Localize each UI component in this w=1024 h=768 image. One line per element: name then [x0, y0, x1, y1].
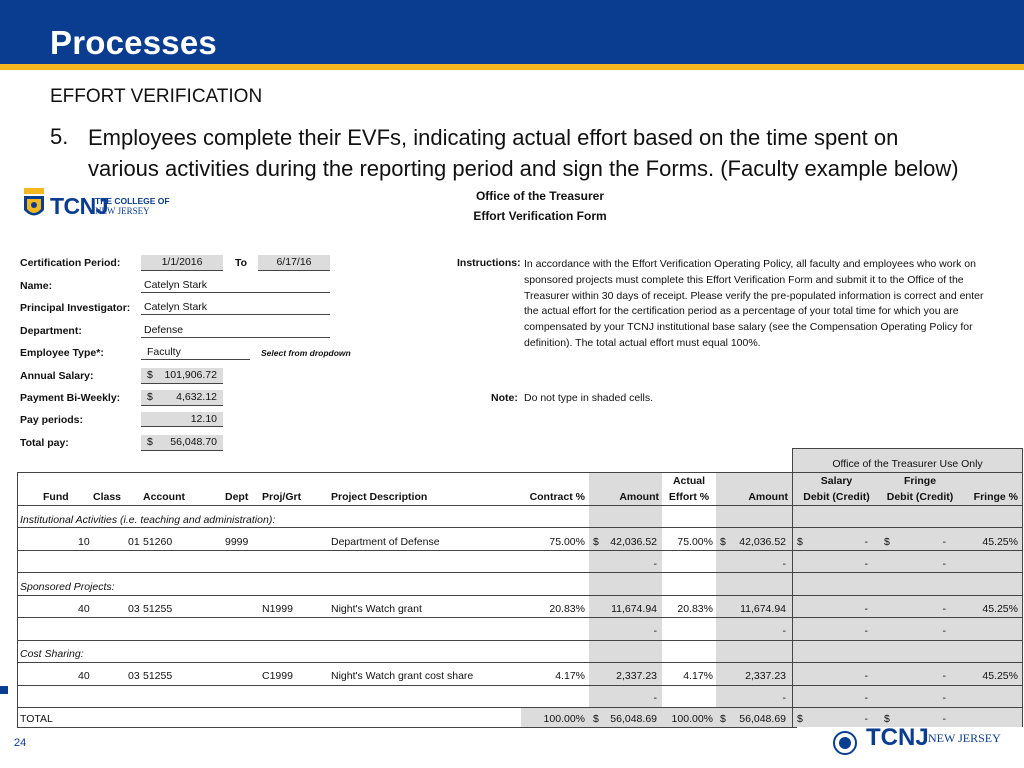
cell-fund[interactable]: 10: [78, 536, 90, 548]
cell-fringe-pct: 45.25%: [982, 603, 1018, 615]
bullet-text: Employees complete their EVFs, indicating actual effort based on the time spent on various activities during the reporting period and sign the Forms. (Faculty example below): [88, 125, 959, 181]
grid-line: [17, 527, 1022, 528]
cell-fringe: -: [942, 603, 946, 615]
cell-amount2: -: [782, 558, 786, 570]
pi-field[interactable]: Catelyn Stark: [141, 300, 330, 315]
cell-fringe-pct: 45.25%: [982, 670, 1018, 682]
total-label: TOTAL: [20, 713, 53, 725]
cell-salary: -: [864, 558, 868, 570]
cell-description[interactable]: Night's Watch grant cost share: [331, 670, 474, 682]
grid-line: [792, 448, 793, 727]
col-fringe-top: Fringe: [903, 475, 937, 487]
col-fringe-debit: Debit (Credit): [886, 491, 954, 503]
cell-salary: -: [864, 536, 868, 548]
footer-seal-icon: [830, 730, 860, 756]
note-text: Do not type in shaded cells.: [524, 392, 653, 404]
total-salary-currency: $: [797, 713, 803, 725]
department-label: Department:: [20, 325, 82, 337]
instructions-line: In accordance with the Effort Verification Operating Policy, all faculty and employees who work on: [524, 258, 976, 270]
col-actual-top: Actual: [672, 475, 706, 487]
total-contract: 100.00%: [543, 713, 585, 725]
cell-fringe-currency: $: [884, 536, 890, 548]
cell-fringe: -: [942, 670, 946, 682]
instructions-line: definition). The total actual effort must equal 100%.: [524, 336, 761, 349]
footer-logo-wordmark: TCNJ: [866, 728, 929, 748]
cell-description[interactable]: Department of Defense: [331, 536, 440, 548]
pay-periods-field: 12.10: [141, 412, 223, 427]
cell-amount: -: [653, 625, 657, 637]
grid-line: [17, 595, 1022, 596]
col-fund: Fund: [43, 491, 69, 503]
treasurer-use-header: Office of the Treasurer Use Only: [832, 458, 983, 470]
cell-salary: -: [864, 692, 868, 704]
cell-salary: -: [864, 670, 868, 682]
col-class: Class: [93, 491, 122, 503]
cell-fringe: -: [942, 536, 946, 548]
cell-fringe-pct: 45.25%: [982, 536, 1018, 548]
cell-amount-currency: $: [593, 536, 599, 548]
cell-dept[interactable]: 9999: [225, 536, 249, 548]
total-pay-field: [141, 435, 223, 451]
cell-account[interactable]: 51255: [143, 670, 173, 682]
cell-actual-effort[interactable]: 75.00%: [677, 536, 713, 548]
col-account: Account: [143, 491, 185, 503]
cell-account[interactable]: 51255: [143, 603, 173, 615]
grid-line: [17, 505, 1022, 506]
grid-line: [17, 727, 797, 728]
cert-to-field[interactable]: 6/17/16: [258, 255, 330, 271]
to-label: To: [235, 257, 248, 269]
cell-class[interactable]: 03: [128, 670, 140, 682]
cell-description[interactable]: Night's Watch grant: [331, 603, 422, 615]
payment-biweekly-label: Payment Bi-Weekly:: [20, 392, 121, 404]
total-actual-effort: 100.00%: [671, 713, 713, 725]
instructions-label: Instructions:: [457, 257, 521, 269]
instructions-line: compensated by your TCNJ institutional base salary (see the Compensation Operating Policy for: [524, 321, 973, 334]
name-label: Name:: [20, 280, 53, 292]
cell-amount2: 42,036.52: [739, 536, 786, 548]
grid-line: [17, 472, 18, 727]
cell-amount: -: [653, 558, 657, 570]
form-logo-wordmark: TCNJ: [50, 193, 109, 219]
shaded-column-amount2: [716, 472, 792, 727]
page-number: 24: [14, 737, 27, 749]
grid-line: [17, 662, 1022, 663]
total-amount2: 56,048.69: [739, 713, 786, 725]
cell-actual-effort[interactable]: 4.17%: [683, 670, 713, 682]
dropdown-hint: Select from dropdown: [261, 348, 351, 358]
employee-type-select[interactable]: Faculty: [141, 345, 250, 360]
cell-salary: -: [864, 603, 868, 615]
cell-proj[interactable]: C1999: [262, 670, 293, 682]
grid-line: [17, 640, 1022, 641]
grid-line: [17, 685, 1022, 686]
annual-salary-currency: $: [147, 369, 153, 381]
grid-line: [1022, 448, 1023, 727]
cell-fringe: -: [942, 625, 946, 637]
annual-salary-value: 101,906.72: [164, 369, 217, 381]
total-fringe-currency: $: [884, 713, 890, 725]
cell-salary: -: [864, 625, 868, 637]
pay-periods-label: Pay periods:: [20, 414, 84, 426]
annual-salary-label: Annual Salary:: [20, 370, 94, 382]
total-pay-currency: $: [147, 436, 153, 448]
slide-title: Processes: [50, 24, 217, 61]
total-pay-value: 56,048.70: [170, 436, 217, 448]
form-logo-line1: THE COLLEGE OF: [95, 196, 170, 206]
department-field[interactable]: Defense: [141, 323, 330, 338]
total-salary: -: [864, 713, 868, 725]
col-salary-debit: Debit (Credit): [803, 491, 870, 503]
payment-biweekly-value: 4,632.12: [176, 391, 217, 403]
note-label: Note:: [491, 392, 518, 404]
cell-amount2: 2,337.23: [745, 670, 786, 682]
grid-line: [17, 617, 1022, 618]
cell-amount2: 11,674.94: [740, 603, 786, 615]
cell-amount2: -: [782, 625, 786, 637]
cell-fund[interactable]: 40: [78, 670, 90, 682]
cell-salary-currency: $: [797, 536, 803, 548]
payment-biweekly-currency: $: [147, 391, 153, 403]
section-label-institutional: Institutional Activities (i.e. teaching and administration):: [20, 514, 276, 526]
cell-amount: -: [653, 692, 657, 704]
grid-line: [17, 572, 1022, 573]
slide-edge-marker: [0, 686, 8, 694]
col-fringe-pct: Fringe %: [973, 491, 1018, 503]
form-header-title: Effort Verification Form: [473, 209, 607, 223]
slide-subtitle: EFFORT VERIFICATION: [50, 86, 263, 107]
total-fringe: -: [942, 713, 946, 725]
cell-amount2: -: [782, 692, 786, 704]
footer-logo-text: NEW JERSEY: [928, 731, 1001, 745]
payment-biweekly-field: [141, 390, 223, 406]
grid-line: [17, 550, 1022, 551]
section-label-cost-sharing: Cost Sharing:: [20, 648, 84, 660]
col-proj-grt: Proj/Grt: [262, 491, 302, 503]
grid-line: [17, 472, 1022, 473]
grid-line: [17, 707, 1022, 708]
annual-salary-field: [141, 368, 223, 384]
cell-account[interactable]: 51260: [143, 536, 173, 548]
shaded-column-amount: [589, 472, 662, 727]
cell-fund[interactable]: 40: [78, 603, 90, 615]
total-amount-currency: $: [593, 713, 599, 725]
cell-class[interactable]: 01: [128, 536, 140, 548]
cell-amount: 2,337.23: [616, 670, 657, 682]
cell-amount: 42,036.52: [610, 536, 657, 548]
col-contract-pct: Contract %: [529, 491, 585, 503]
cell-fringe: -: [942, 692, 946, 704]
grid-line: [793, 448, 1022, 449]
cell-contract: 4.17%: [555, 670, 585, 682]
total-amount2-currency: $: [720, 713, 726, 725]
instructions-line: Treasurer within 30 days of receipt. Please verify the pre-populated information is correct and enter: [524, 289, 984, 302]
total-pay-label: Total pay:: [20, 437, 69, 449]
header-accent-stripe: [0, 64, 1024, 70]
section-label-sponsored: Sponsored Projects:: [20, 581, 115, 593]
cert-period-label: Certification Period:: [20, 257, 121, 269]
bullet-number: 5.: [50, 124, 69, 149]
pi-label: Principal Investigator:: [20, 302, 131, 314]
instructions-text: [524, 257, 984, 352]
col-dept: Dept: [225, 491, 249, 503]
form-header-office: Office of the Treasurer: [475, 189, 605, 203]
col-project-description: Project Description: [331, 491, 428, 503]
cell-amount: 11,674.94: [611, 603, 657, 615]
cell-class[interactable]: 03: [128, 603, 140, 615]
cell-contract: 20.83%: [549, 603, 585, 615]
col-amount-2: Amount: [748, 491, 788, 503]
col-salary-top: Salary: [820, 475, 853, 487]
cert-from-field[interactable]: 1/1/2016: [141, 255, 223, 271]
cell-fringe: -: [942, 558, 946, 570]
col-amount: Amount: [619, 491, 659, 503]
cell-actual-effort[interactable]: 20.83%: [677, 603, 713, 615]
cell-contract: 75.00%: [549, 536, 585, 548]
col-actual-effort: Effort %: [668, 491, 710, 503]
cell-proj[interactable]: N1999: [262, 603, 293, 615]
cell-amount2-currency: $: [720, 536, 726, 548]
employee-type-label: Employee Type*:: [20, 347, 104, 359]
form-logo-line2: NEW JERSEY: [95, 206, 150, 216]
college-seal-icon: [22, 188, 46, 221]
name-field[interactable]: Catelyn Stark: [141, 278, 330, 293]
instructions-line: the actual effort for the certification period as a percentage of your total time for which you are: [524, 305, 959, 318]
instructions-line: sponsored projects must complete this Effort Verification Form and submit it to the Office of the: [524, 273, 964, 286]
total-amount: 56,048.69: [610, 713, 657, 725]
